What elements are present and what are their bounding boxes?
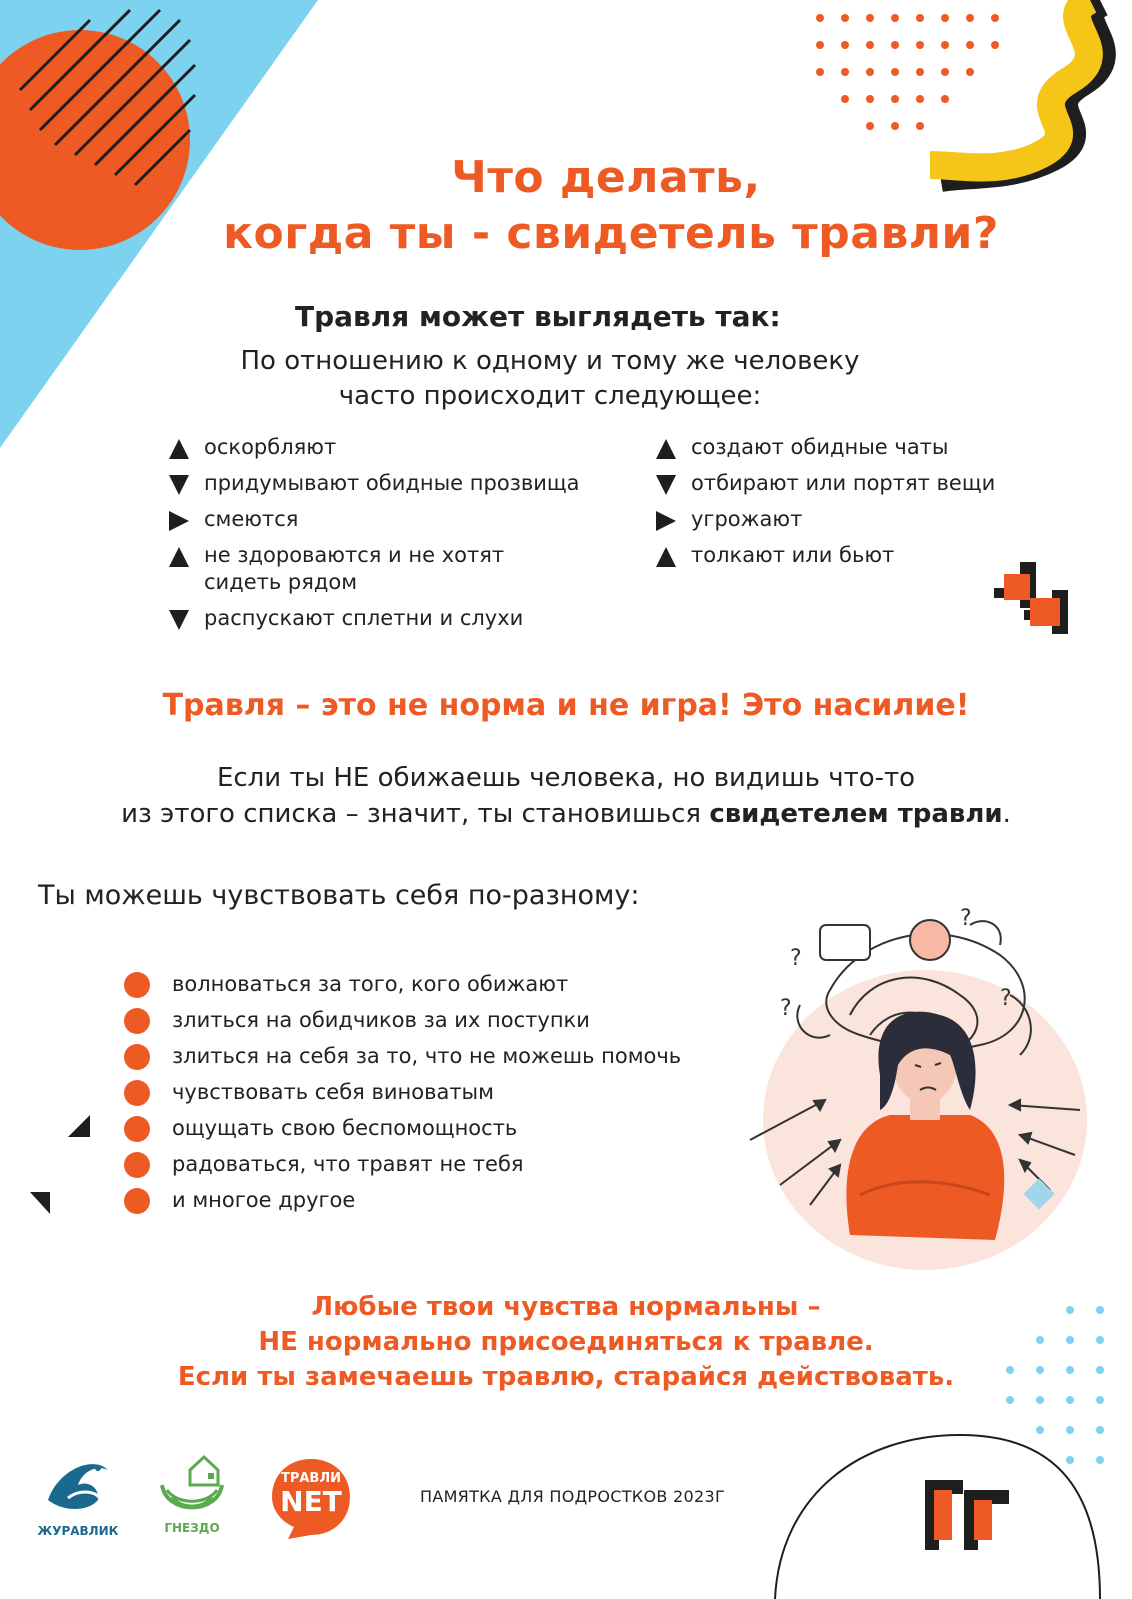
triangle-right-icon [655, 510, 677, 532]
page-title [0, 150, 1132, 262]
witness-line-2-start: из этого списка – значит, ты становишься [121, 799, 710, 829]
list-item [124, 1114, 681, 1150]
intro-text [150, 344, 950, 414]
witness-line-1: Если ты НЕ обижаешь человека, но видишь что-то [216, 763, 916, 793]
decor-triangle-icon [28, 1190, 52, 1216]
sign-text: смеются [204, 507, 299, 531]
footer-brand-mark-icon [920, 1470, 1015, 1555]
feeling-text: чувствовать себя виноватым [172, 1080, 494, 1104]
sign-text: создают обидные чаты [691, 435, 949, 459]
list-item [168, 434, 580, 461]
bullet-dot-icon [124, 1152, 150, 1178]
nest-logo-icon [152, 1445, 232, 1517]
sign-text: распускают сплетни и слухи [204, 606, 524, 630]
zhuravlik-logo [36, 1450, 120, 1538]
witness-line-2-end: . [1002, 799, 1011, 829]
svg-text:?: ? [960, 906, 972, 931]
triangle-up-icon [655, 546, 677, 568]
crane-logo-icon [38, 1450, 118, 1520]
list-item [168, 542, 580, 596]
list-item [124, 970, 681, 1006]
triangle-up-icon [655, 438, 677, 460]
zhuravlik-label: ЖУРАВЛИК [37, 1524, 119, 1538]
triangle-down-icon [168, 609, 190, 631]
list-item [168, 605, 580, 632]
signs-list-right [655, 434, 995, 578]
footer-caption: ПАМЯТКА ДЛЯ ПОДРОСТКОВ 2023Г [420, 1487, 726, 1506]
list-item [168, 506, 580, 533]
triangle-up-icon [168, 438, 190, 460]
list-item [124, 1042, 681, 1078]
final-line-1: Любые твои чувства нормальны – [311, 1292, 821, 1322]
decor-triangle-icon [66, 1113, 92, 1139]
sign-text: оскорбляют [204, 435, 337, 459]
triangle-right-icon [168, 510, 190, 532]
triangle-down-icon [168, 474, 190, 496]
list-item [168, 470, 580, 497]
list-item [655, 470, 995, 497]
feeling-text: злиться на обидчиков за их поступки [172, 1008, 590, 1032]
feeling-text: волноваться за того, кого обижают [172, 972, 569, 996]
section-subtitle: Травля может выглядеть так: [295, 300, 781, 333]
list-item [655, 434, 995, 461]
travli-net-logo [268, 1455, 354, 1541]
bullet-dot-icon [124, 1044, 150, 1070]
sign-text-cont: сидеть рядом [204, 570, 358, 594]
anxious-girl-illustration [740, 895, 1090, 1275]
witness-text [20, 760, 1112, 832]
intro-line-2: часто происходит следующее: [338, 381, 762, 411]
net-label: NET [280, 1485, 342, 1518]
gnezdo-logo [150, 1445, 234, 1535]
feeling-text: злиться на себя за то, что не можешь помочь [172, 1044, 682, 1068]
feelings-list [124, 970, 681, 1222]
svg-text:?: ? [780, 996, 792, 1021]
sign-text: придумывают обидные прозвища [204, 471, 580, 495]
witness-bold-term: свидетелем травли [709, 799, 1003, 829]
gnezdo-label: ГНЕЗДО [164, 1521, 220, 1535]
feeling-text: и многое другое [172, 1188, 356, 1212]
title-line-2: когда ты - свидетель травли? [223, 208, 999, 259]
svg-text:?: ? [790, 946, 802, 971]
feeling-text: ощущать свою беспомощность [172, 1116, 518, 1140]
sign-text: толкают или бьют [691, 543, 895, 567]
triangle-up-icon [168, 546, 190, 568]
title-line-1: Что делать, [451, 152, 761, 203]
bullet-dot-icon [124, 1188, 150, 1214]
list-item [124, 1006, 681, 1042]
feeling-text: радоваться, что травят не тебя [172, 1152, 524, 1176]
final-line-2: НЕ нормально присоединяться к травле. [258, 1327, 874, 1357]
brand-mark-icon [990, 560, 1080, 635]
final-line-3: Если ты замечаешь травлю, старайся действовать. [177, 1362, 955, 1392]
witness-line-2 [20, 796, 1112, 832]
warning-text: Травля – это не норма и не игра! Это насилие! [162, 688, 970, 723]
list-item [655, 506, 995, 533]
bullet-dot-icon [124, 1080, 150, 1106]
sign-text: отбирают или портят вещи [691, 471, 996, 495]
signs-list-left [168, 434, 580, 641]
feelings-heading: Ты можешь чувствовать себя по-разному: [38, 880, 640, 911]
list-item [124, 1186, 681, 1222]
sign-text: угрожают [691, 507, 803, 531]
bullet-dot-icon [124, 1116, 150, 1142]
bullet-dot-icon [124, 1008, 150, 1034]
list-item [124, 1150, 681, 1186]
list-item [655, 542, 995, 569]
bullet-dot-icon [124, 972, 150, 998]
list-item [124, 1078, 681, 1114]
intro-line-1: По отношению к одному и тому же человеку [240, 346, 860, 376]
travli-label: ТРАВЛИ [280, 1471, 342, 1486]
sign-text: не здороваются и не хотят [204, 543, 505, 567]
svg-text:?: ? [1000, 986, 1012, 1011]
triangle-down-icon [655, 474, 677, 496]
